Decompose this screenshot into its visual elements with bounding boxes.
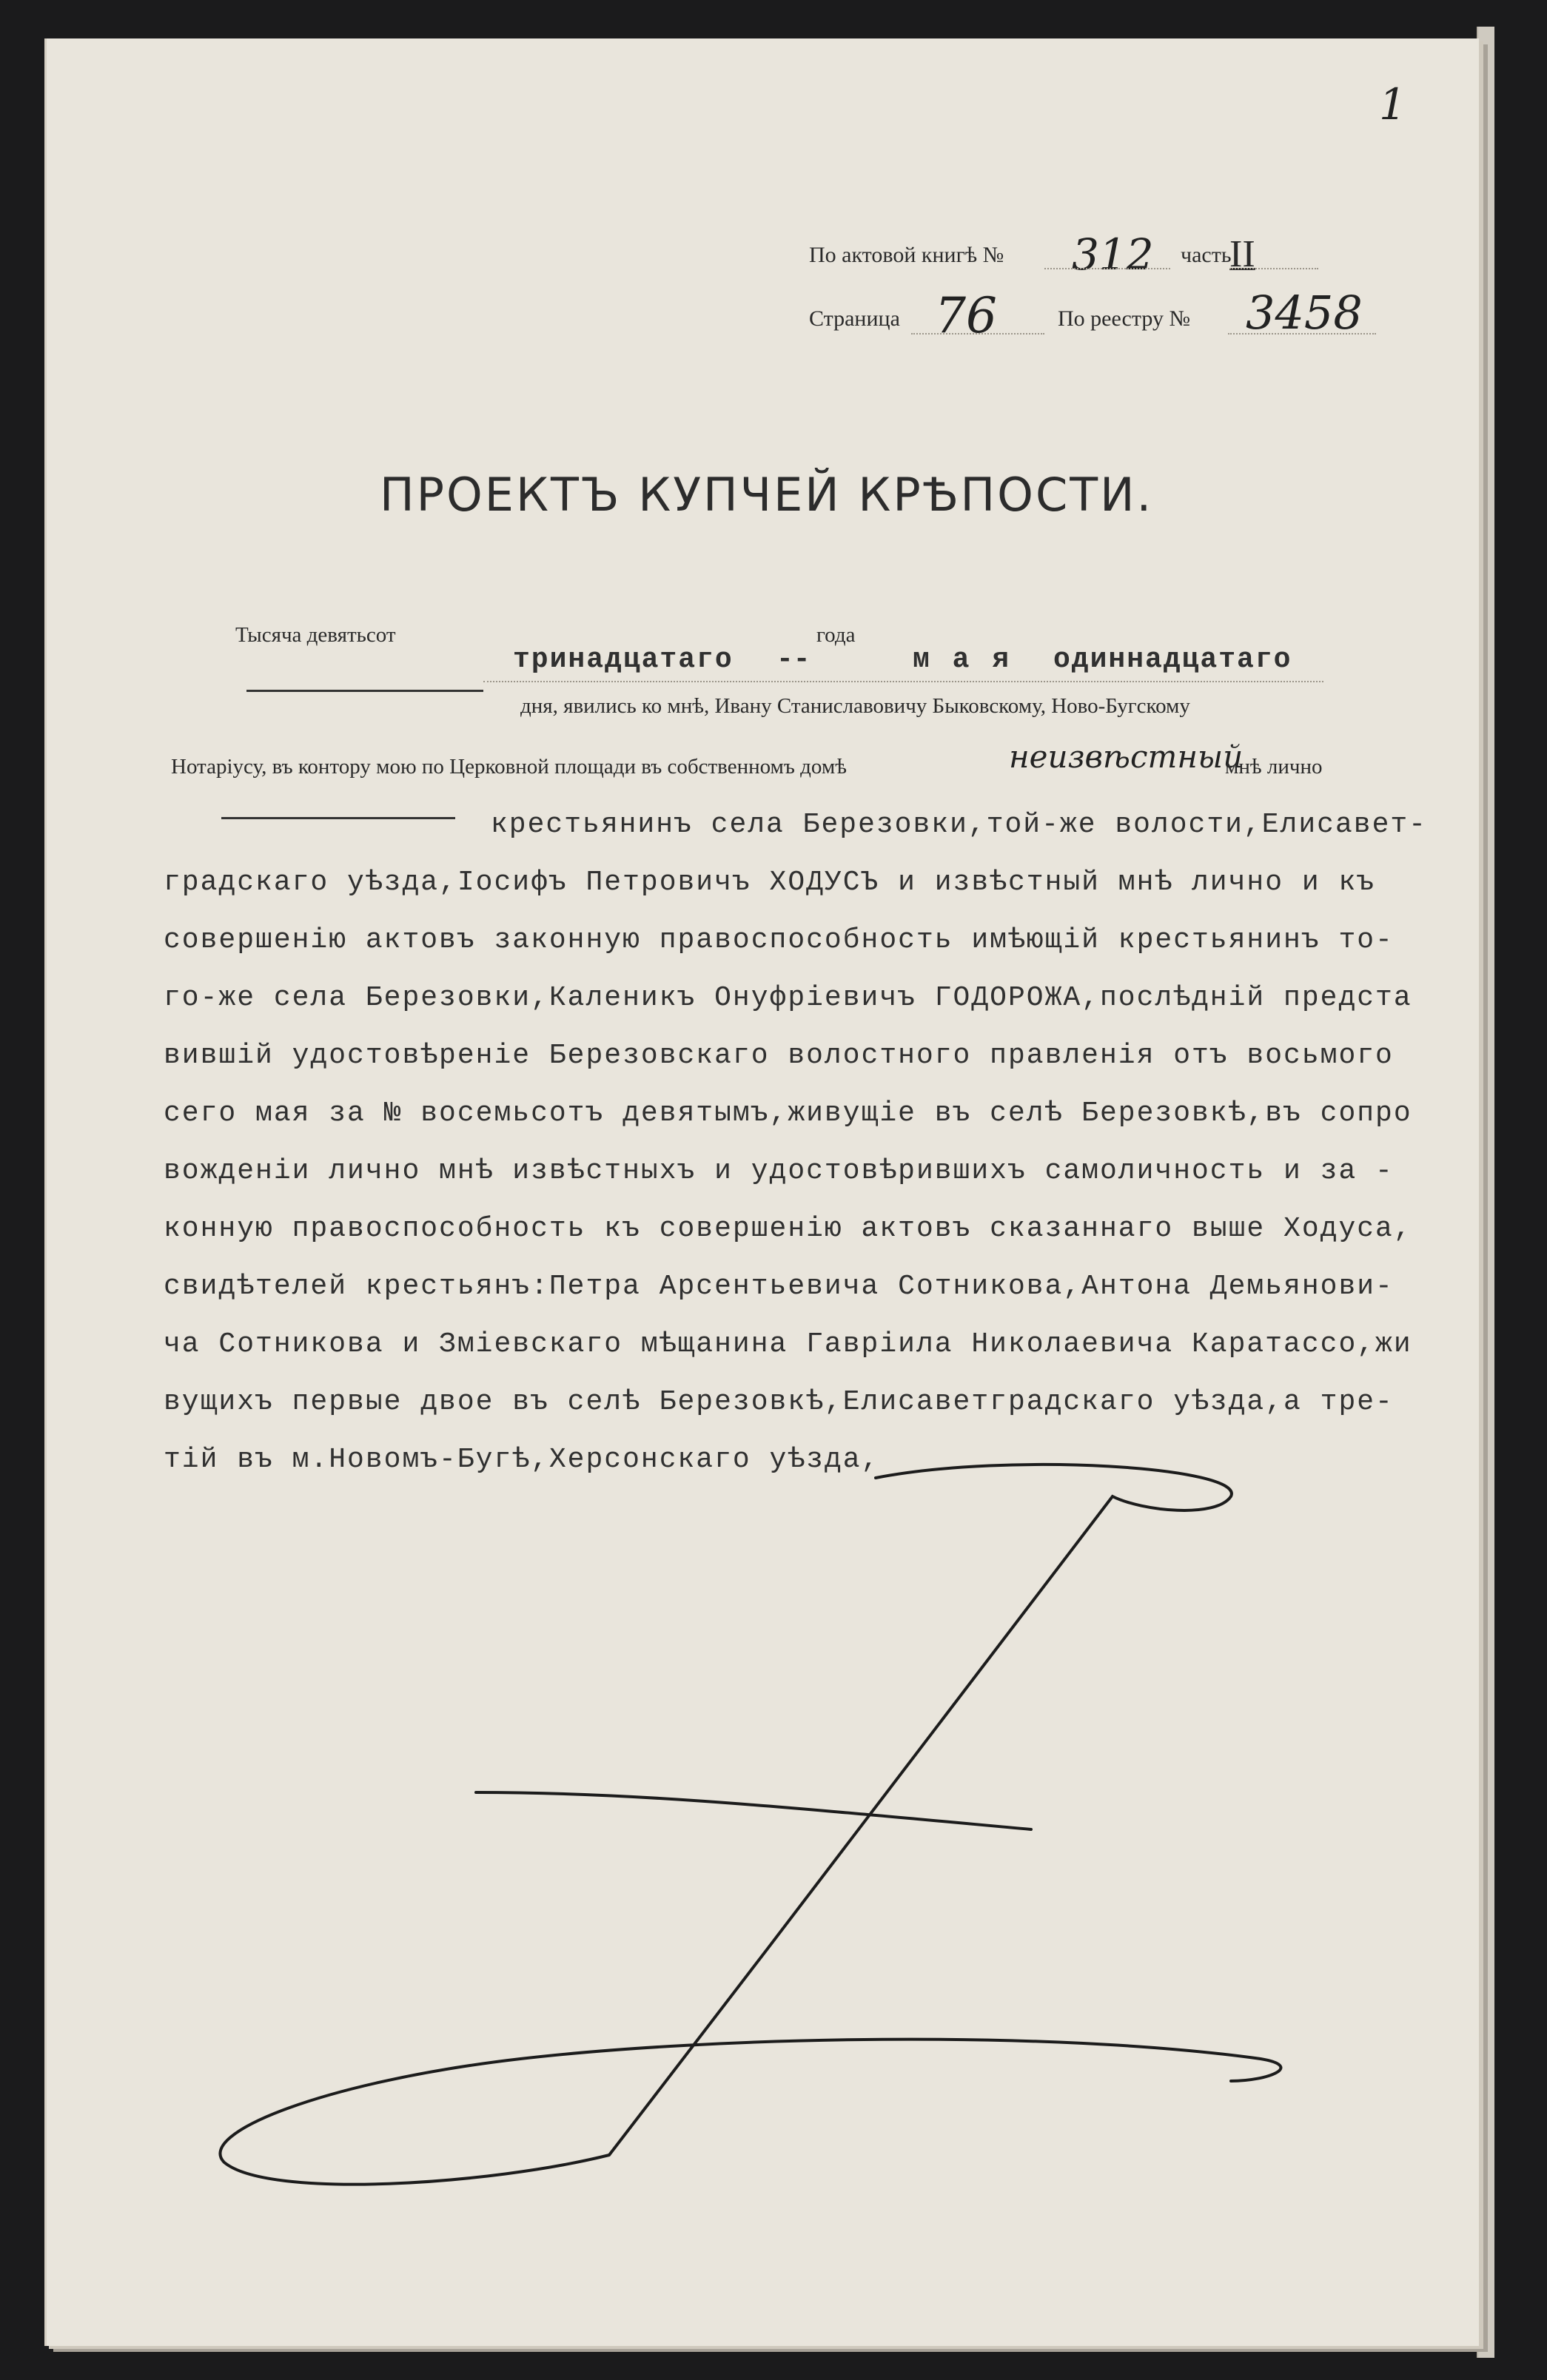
book-number-label: По актовой книгѣ № [809,243,1004,267]
book-number-value: 312 [1072,229,1154,280]
page-value: 76 [935,287,997,344]
form-line-3-start: Нотаріусу, въ контору мою по Церковной площади въ собственномъ домѣ [171,755,847,779]
form-line-2: дня, явились ко мнѣ, Ивану Станиславовичу Быковскому, Ново-Бугскому [520,694,1190,718]
body-line: градскаго уѣзда,Іосифъ Петровичъ ХОДУСЪ и извѣстный мнѣ лично и къ [164,867,1376,898]
registry-line [1228,333,1376,335]
day-value: одиннадцатаго [1053,644,1292,676]
body-line: вожденіи лично мнѣ извѣстныхъ и удостовѣрившихъ самоличность и за - [164,1155,1394,1187]
form-line-3-handwritten: неизвѣстный [1009,739,1244,775]
body-line: свидѣтелей крестьянъ:Петра Арсентьевича Сотникова,Антона Демьянови- [164,1271,1394,1302]
part-line [1229,268,1318,269]
year-value: тринадцатаго [513,644,734,676]
filler-dash-2 [221,817,455,819]
body-line: вившій удостовѣреніе Березовскаго волостного правленія отъ восьмого [164,1040,1394,1072]
body-line: сего мая за № восемьсотъ девятымъ,живущіе въ селѣ Березовкѣ,въ сопро [164,1097,1412,1129]
cancellation-stroke [47,1445,1479,2259]
document-title: ПРОЕКТЪ КУПЧЕЙ КРѢПОСТИ. [380,468,1154,522]
page-line [911,333,1044,335]
form-line-1 [483,681,1323,682]
part-value: II [1229,233,1255,275]
body-line: крестьянинъ села Березовки,той-же волости,Елисавет- [491,809,1427,841]
year-label: года [816,623,856,647]
registry-value: 3458 [1246,286,1363,340]
body-line: конную правоспособность къ совершенію актовъ сказаннаго выше Ходуса, [164,1213,1412,1245]
page-label: Страница [809,306,900,331]
page-number: 1 [1379,79,1406,130]
year-prefix: Тысяча девятьсот [235,623,396,647]
form-line-3-end: мнѣ лично [1225,755,1323,779]
body-line: тій въ м.Новомъ-Бугѣ,Херсонскаго уѣзда, [164,1444,880,1476]
body-line: го-же села Березовки,Каленикъ Онуфріевичъ ГОДОРОЖА,послѣдній предста [164,982,1412,1014]
body-line: совершенію актовъ законную правоспособность имѣющій крестьянинъ то- [164,924,1394,956]
body-line: вущихъ первые двое въ селѣ Березовкѣ,Елисаветградскаго уѣзда,а тре- [164,1386,1394,1418]
document-page [44,38,1479,2346]
month-value: м а я [913,644,1013,676]
registry-label: По реестру № [1058,306,1191,331]
book-number-line [1044,268,1170,269]
part-label: часть [1181,243,1232,267]
dash-separator: -- [776,644,811,676]
page-stack-edge [1477,27,1494,2358]
filler-dash-1 [246,690,483,692]
body-line: ча Сотникова и Зміевскаго мѣщанина Гавріила Николаевича Каратассо,жи [164,1328,1412,1360]
